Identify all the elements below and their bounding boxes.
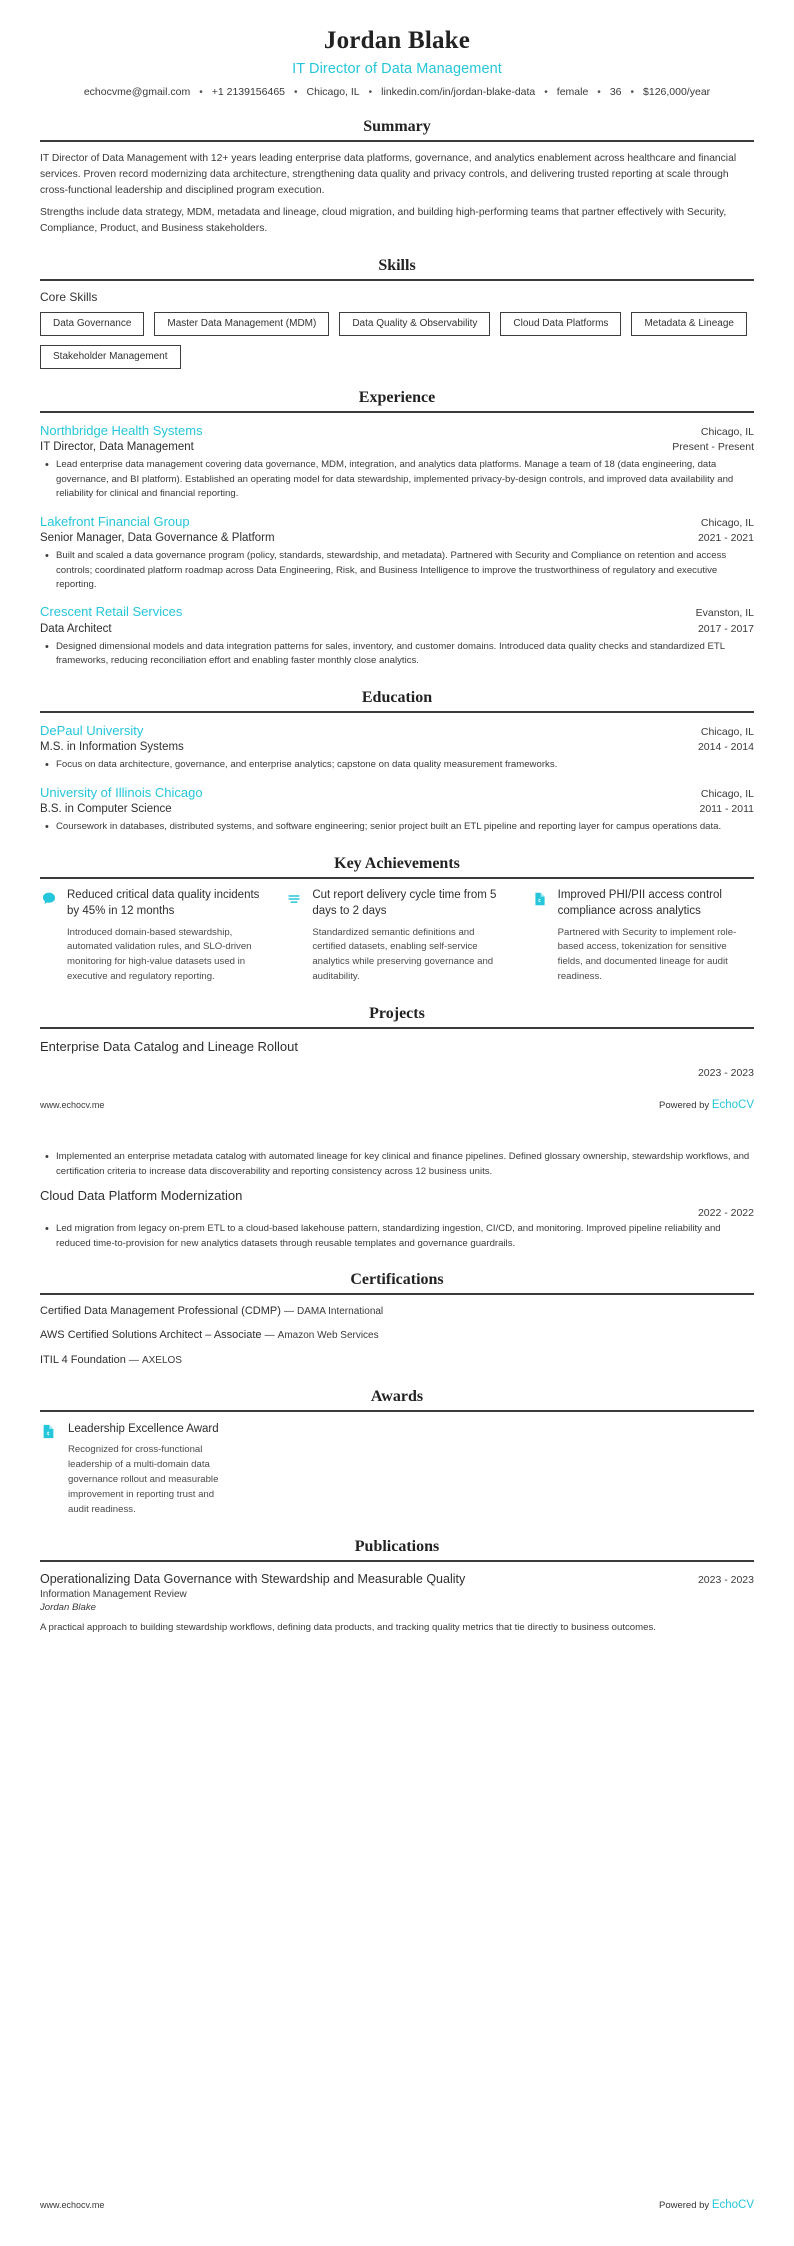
page-footer	[40, 2199, 754, 2211]
achievement-description: Partnered with Security to implement role-based access, tokenization for sensitive fields, and documented lineage for audit readiness.	[557, 926, 737, 983]
section-title-education: Education	[361, 688, 433, 706]
achievement-grid	[40, 888, 754, 985]
certification-dash: —	[283, 1305, 294, 1317]
experience-role: IT Director, Data Management	[40, 441, 194, 454]
page-break-gap	[40, 1089, 754, 1147]
section-education	[40, 689, 754, 835]
certification-item	[40, 1353, 754, 1368]
section-divider	[40, 411, 754, 413]
experience-dates: Present - Present	[672, 441, 754, 454]
project-bullets	[40, 1150, 754, 1179]
project-title: Enterprise Data Catalog and Lineage Rollout	[40, 1039, 299, 1055]
section-title-key-achievements: Key Achievements	[334, 854, 460, 872]
contact-linkedin[interactable]: linkedin.com/in/jordan-blake-data	[381, 86, 536, 98]
achievement-item	[531, 888, 754, 985]
publication-authors: Jordan Blake	[40, 1602, 96, 1614]
experience-location: Chicago, IL	[700, 516, 754, 529]
section-projects-continued	[40, 1150, 754, 1251]
education-bullets	[40, 820, 754, 834]
experience-company[interactable]: Lakefront Financial Group	[40, 513, 190, 529]
contact-separator-icon: •	[294, 86, 298, 98]
skill-chip-list	[40, 312, 754, 369]
achievement-title: Cut report delivery cycle time from 5 days to 2 days	[312, 888, 497, 917]
contact-salary: $126,000/year	[643, 86, 711, 98]
contact-age: 36	[609, 86, 622, 98]
skill-chip: Stakeholder Management	[40, 345, 181, 369]
bullet-item: • Designed dimensional models and data integration patterns for sales, inventory, and customer domains. Introduced data quality checks and standardized ETL frameworks, reducing reconciliation effort and enabling faster monthly close analytics.	[56, 640, 754, 669]
section-divider	[40, 1560, 754, 1562]
achievement-title: Reduced critical data quality incidents by 45% in 12 months	[67, 888, 260, 917]
experience-entry	[40, 513, 754, 593]
section-divider	[40, 1410, 754, 1412]
summary-paragraph: IT Director of Data Management with 12+ years leading enterprise data platforms, governance, and analytics enablement across healthcare and financial services. Proven record modernizing data architecture, strengthening data quality and privacy controls, and delivering trusted reporting at scale through cross-functional leadership and disciplined program execution.	[40, 153, 737, 196]
education-entry	[40, 784, 754, 835]
resume-header	[40, 0, 754, 98]
contact-separator-icon: •	[199, 86, 203, 98]
project-bullets	[40, 1222, 754, 1251]
publication-journal: Information Management Review	[40, 1589, 187, 1601]
education-dates: 2011 - 2011	[699, 803, 754, 816]
education-bullets	[40, 758, 754, 772]
skill-chip: Data Quality & Observability	[339, 312, 490, 336]
section-projects	[40, 1005, 754, 1079]
contact-phone[interactable]: +1 2139156465	[211, 86, 286, 98]
skill-chip: Master Data Management (MDM)	[154, 312, 329, 336]
contact-email[interactable]: echocvme@gmail.com	[83, 86, 191, 98]
section-divider	[40, 877, 754, 879]
contact-list	[40, 86, 754, 98]
contact-gender: female	[556, 86, 589, 98]
section-divider	[40, 711, 754, 713]
contact-separator-icon: •	[597, 86, 601, 98]
project-title: Cloud Data Platform Modernization	[40, 1188, 243, 1203]
footer-website[interactable]: www.echocv.me	[40, 1100, 105, 1110]
certification-item	[40, 1304, 754, 1319]
education-degree: B.S. in Computer Science	[40, 803, 172, 816]
skill-chip: Metadata & Lineage	[631, 312, 747, 336]
education-degree: M.S. in Information Systems	[40, 741, 184, 754]
footer-powered-by-label: Powered by	[659, 2200, 710, 2211]
section-title-experience: Experience	[358, 388, 436, 406]
education-location: Chicago, IL	[700, 725, 754, 738]
section-title-certifications: Certifications	[350, 1270, 444, 1288]
section-summary	[40, 118, 754, 237]
project-dates: 2023 - 2023	[697, 1067, 754, 1080]
certification-dash: —	[264, 1330, 275, 1342]
section-title-projects: Projects	[369, 1005, 425, 1023]
footer-brand-name: EchoCV	[711, 2199, 754, 2211]
page-title: Jordan Blake	[323, 27, 471, 54]
contact-separator-icon: •	[544, 86, 548, 98]
certification-name: Certified Data Management Professional (CDMP)	[40, 1304, 281, 1317]
certification-name: AWS Certified Solutions Architect – Associate	[40, 1329, 262, 1342]
footer-powered-by-label: Powered by	[659, 1100, 710, 1111]
bullet-item: • Implemented an enterprise metadata catalog with automated lineage for key clinical and finance pipelines. Defined glossary ownership, stewardship workflows, and certification criteria to increase data discoverability and reporting consistency across 12 business units.	[56, 1150, 754, 1179]
document-currency-icon	[40, 1421, 58, 1445]
certification-name: ITIL 4 Foundation	[40, 1353, 126, 1366]
certification-dash: —	[128, 1354, 139, 1366]
section-title-awards: Awards	[370, 1388, 424, 1406]
summary-paragraph: Strengths include data strategy, MDM, metadata and lineage, cloud migration, and building high-performing teams that partner effectively with Security, Compliance, Product, and Business stakeholders.	[40, 206, 727, 234]
bullet-item: • Lead enterprise data management covering data governance, MDM, integration, and analytics data platforms. Manage a team of 18 (data engineering, data governance, and BI platform). Established an operating model for data stewardship, implemented privacy-by-design controls, and improved data availability and reliability for clinical and financial reporting.	[56, 458, 754, 501]
section-title-skills: Skills	[378, 256, 416, 274]
experience-role: Senior Manager, Data Governance & Platform	[40, 532, 275, 545]
education-location: Chicago, IL	[700, 787, 754, 800]
certification-issuer: AXELOS	[141, 1354, 182, 1366]
education-entry	[40, 722, 754, 773]
experience-location: Chicago, IL	[700, 425, 754, 438]
publication-title: Operationalizing Data Governance with Stewardship and Measurable Quality	[40, 1571, 466, 1586]
job-title-subtitle: IT Director of Data Management	[292, 61, 502, 77]
experience-dates: 2017 - 2017	[697, 622, 754, 635]
experience-entry	[40, 422, 754, 502]
section-skills	[40, 257, 754, 369]
footer-brand-name: EchoCV	[711, 1099, 754, 1111]
section-certifications	[40, 1271, 754, 1368]
publication-abstract: A practical approach to building stewardship workflows, defining data products, and tracking quality metrics that tie directly to business outcomes.	[40, 1622, 656, 1634]
document-currency-icon	[531, 888, 549, 907]
project-entry	[40, 1038, 754, 1079]
section-publications	[40, 1538, 754, 1636]
experience-company[interactable]: Crescent Retail Services	[40, 604, 183, 620]
experience-bullets	[40, 640, 754, 669]
skill-chip: Cloud Data Platforms	[500, 312, 621, 336]
certification-issuer: DAMA International	[297, 1305, 384, 1317]
footer-website[interactable]: www.echocv.me	[40, 2200, 105, 2210]
experience-bullets	[40, 458, 754, 501]
section-title-publications: Publications	[354, 1537, 440, 1555]
svg-text:¢: ¢	[537, 898, 541, 905]
project-dates: 2022 - 2022	[697, 1207, 754, 1220]
publication-dates: 2023 - 2023	[697, 1573, 754, 1586]
experience-dates: 2021 - 2021	[697, 532, 754, 545]
education-dates: 2014 - 2014	[697, 741, 754, 754]
section-divider	[40, 1027, 754, 1029]
achievement-description: Standardized semantic definitions and certified datasets, enabling self-service analytics while preserving governance and auditability.	[312, 926, 494, 983]
bullet-item: • Coursework in databases, distributed systems, and software engineering; senior project built an ETL pipeline and reporting layer for campus operations data.	[56, 820, 754, 834]
award-description: Recognized for cross-functional leadership of a multi-domain data governance rollout and measurable improvement in reporting trust and audit readiness.	[68, 1444, 219, 1515]
publication-item	[40, 1571, 754, 1636]
experience-role: Data Architect	[40, 622, 112, 635]
award-title: Leadership Excellence Award	[68, 1423, 219, 1436]
section-title-summary: Summary	[363, 118, 431, 135]
section-divider	[40, 140, 754, 142]
footer-brand	[659, 1099, 754, 1111]
contact-location: Chicago, IL	[306, 86, 360, 98]
summary-text	[40, 151, 754, 237]
page-footer	[40, 1099, 754, 1111]
section-divider	[40, 279, 754, 281]
experience-entry	[40, 603, 754, 668]
svg-text:¢: ¢	[46, 1431, 50, 1438]
education-school[interactable]: University of Illinois Chicago	[40, 784, 203, 800]
achievement-title: Improved PHI/PII access control compliance across analytics	[557, 888, 722, 917]
section-awards	[40, 1388, 754, 1517]
footer-brand	[659, 2199, 754, 2211]
chat-bubble-icon	[40, 888, 58, 907]
section-key-achievements	[40, 855, 754, 985]
bullet-item: • Led migration from legacy on-prem ETL to a cloud-based lakehouse pattern, standardizing ingestion, CI/CD, and monitoring. Improved pipeline reliability and reduced time-to-provision for new analytics datasets through reusable templates and governance guardrails.	[56, 1222, 754, 1251]
experience-company[interactable]: Northbridge Health Systems	[40, 422, 203, 438]
skill-chip: Data Governance	[40, 312, 144, 336]
achievement-description: Introduced domain-based stewardship, automated validation rules, and SLO-driven monitoring for high-value datasets used in executive and regulatory reporting.	[67, 926, 252, 983]
project-entry	[40, 1187, 754, 1251]
certification-issuer: Amazon Web Services	[277, 1330, 379, 1342]
section-experience	[40, 389, 754, 669]
bullet-item: • Focus on data architecture, governance, and enterprise analytics; capstone on data quality measurement frameworks.	[56, 758, 754, 772]
certification-item	[40, 1328, 754, 1343]
achievement-item	[285, 888, 508, 985]
achievement-item	[40, 888, 263, 985]
bullet-item: • Built and scaled a data governance program (policy, standards, stewardship, and metadata). Partnered with Security and Compliance on retention and access controls; coordinated platform roadmap across Data Engineering, Risk, and Business Intelligence to improve the trustworthiness of regulatory and executive reporting.	[56, 549, 754, 592]
education-school[interactable]: DePaul University	[40, 722, 144, 738]
list-lines-icon	[285, 888, 303, 907]
award-item	[40, 1421, 754, 1517]
contact-separator-icon: •	[630, 86, 635, 98]
experience-location: Evanston, IL	[695, 607, 754, 620]
experience-bullets	[40, 549, 754, 592]
skills-group-title: Core Skills	[40, 289, 98, 304]
section-divider	[40, 1293, 754, 1295]
contact-separator-icon: •	[368, 86, 373, 98]
